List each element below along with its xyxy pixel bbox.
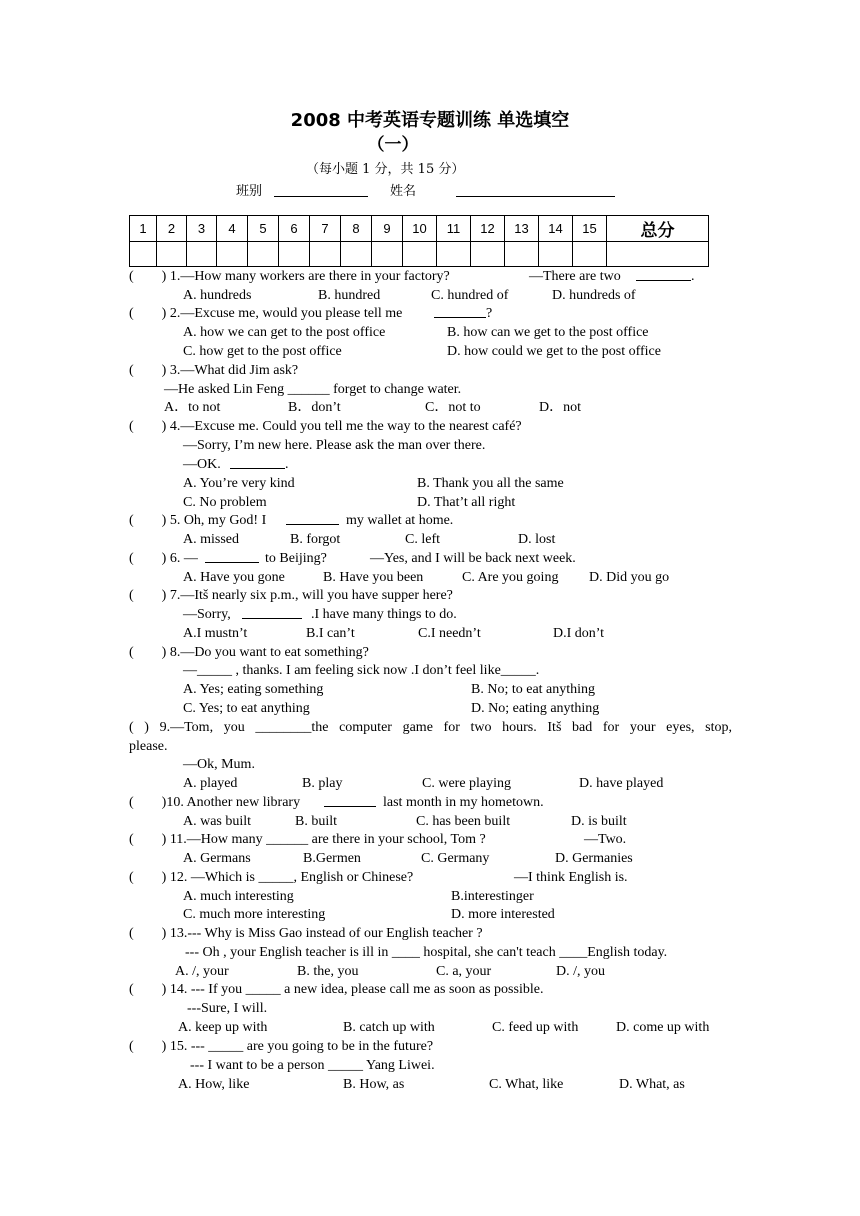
question-text: —Ok, Mum. (183, 757, 255, 772)
question-text: A. Yes; eating something (183, 682, 324, 697)
question-text: last month in my hometown. (383, 795, 544, 810)
question-text: D. What, as (619, 1077, 685, 1092)
question-text: —_____ , thanks. I am feeling sick now .I don’t feel like_____. (183, 663, 540, 678)
question-text: D. lost (518, 532, 556, 547)
question-text: D. No; eating anything (471, 701, 600, 716)
question-text: —There are two (529, 269, 621, 284)
question-text: D. /, you (556, 964, 605, 979)
question-text: B. built (295, 814, 338, 829)
question-text: —Sorry, (183, 607, 231, 622)
question-text: A. played (183, 776, 238, 791)
answer-blank[interactable] (286, 512, 339, 525)
question-text: B. How, as (343, 1077, 405, 1092)
score-cell[interactable] (403, 242, 437, 267)
score-column-12: 12 (471, 216, 505, 242)
question-text: —He asked Lin Feng ______ forget to change water. (164, 382, 462, 397)
score-cell[interactable] (341, 242, 372, 267)
question-text: D. Germanies (555, 851, 633, 866)
question-text: --- I want to be a person _____ Yang Liwei. (190, 1058, 435, 1073)
question-text: A. hundreds (183, 288, 252, 303)
score-cell[interactable] (505, 242, 539, 267)
question-text: C. Yes; to eat anything (183, 701, 310, 716)
score-cell[interactable] (372, 242, 403, 267)
question-text: C. much more interesting (183, 907, 326, 922)
score-column-6: 6 (279, 216, 310, 242)
question-text: ( ) 5. Oh, my God! I (129, 513, 267, 528)
question-text: B．don’t (288, 400, 341, 415)
score-cell[interactable] (471, 242, 505, 267)
question-text: A. missed (183, 532, 239, 547)
score-column-4: 4 (217, 216, 248, 242)
score-column-8: 8 (341, 216, 372, 242)
question-text: A. You’re very kind (183, 476, 295, 491)
score-column-15: 15 (573, 216, 607, 242)
page-title: 2008 中考英语专题训练 单选填空 (290, 110, 570, 131)
score-cell[interactable] (573, 242, 607, 267)
question-text: A. much interesting (183, 889, 294, 904)
question-text: B. Have you been (323, 570, 424, 585)
question-text: C. Germany (421, 851, 490, 866)
score-table (129, 215, 709, 267)
question-text: C. Are you going (462, 570, 559, 585)
question-text: —OK. (183, 457, 221, 472)
score-cell[interactable] (130, 242, 157, 267)
score-column-7: 7 (310, 216, 341, 242)
score-column-13: 13 (505, 216, 539, 242)
question-text: C. has been built (416, 814, 511, 829)
answer-blank[interactable] (324, 794, 376, 807)
question-text: D. hundreds of (552, 288, 636, 303)
score-total-header: 总分 (607, 216, 709, 242)
question-text: C. how get to the post office (183, 344, 342, 359)
question-text: B. forgot (290, 532, 341, 547)
question-text: . (691, 269, 695, 284)
question-text: B. hundred (318, 288, 381, 303)
question-text: my wallet at home. (346, 513, 454, 528)
question-text: ( ) 2.—Excuse me, would you please tell me (129, 306, 403, 321)
question-text: C. hundred of (431, 288, 509, 303)
score-column-10: 10 (403, 216, 437, 242)
answer-blank[interactable] (230, 456, 285, 469)
score-total-cell[interactable] (607, 242, 709, 267)
question-text: D. have played (579, 776, 664, 791)
question-text: ( ) 4.—Excuse me. Could you tell me the way to the nearest café? (129, 419, 522, 434)
score-cell[interactable] (437, 242, 471, 267)
question-text: C. left (405, 532, 440, 547)
question-text: C．not to (425, 400, 481, 415)
question-text: B.Germen (303, 851, 361, 866)
question-9-line: ( ) 9.—Tom, you ________the computer game for two hours. Itš bad for your eyes, stop, (129, 720, 732, 735)
question-text: B. the, you (297, 964, 359, 979)
question-text: B. Thank you all the same (417, 476, 564, 491)
score-column-11: 11 (437, 216, 471, 242)
score-column-9: 9 (372, 216, 403, 242)
question-text: ( ) 11.—How many ______ are there in your school, Tom ? (129, 832, 486, 847)
class-field[interactable] (274, 196, 368, 197)
score-cell[interactable] (539, 242, 573, 267)
question-text: A. was built (183, 814, 252, 829)
question-text: A.I mustn’t (183, 626, 248, 641)
question-text: B. catch up with (343, 1020, 435, 1035)
question-text: A. keep up with (178, 1020, 268, 1035)
name-field[interactable] (456, 196, 615, 197)
name-label: 姓名 (390, 184, 417, 199)
score-cell[interactable] (310, 242, 341, 267)
question-text: —Yes, and I will be back next week. (370, 551, 576, 566)
question-text: C.I needn’t (418, 626, 481, 641)
question-text: A. How, like (178, 1077, 250, 1092)
question-text: A. /, your (175, 964, 229, 979)
score-column-3: 3 (187, 216, 217, 242)
question-text: ( ) 7.—Itš nearly six p.m., will you have supper here? (129, 588, 453, 603)
question-text: ( ) 8.—Do you want to eat something? (129, 645, 369, 660)
question-text: ( ) 15. --- _____ are you going to be in the future? (129, 1039, 434, 1054)
question-text: ( ) 3.—What did Jim ask? (129, 363, 299, 378)
question-text: D. more interested (451, 907, 555, 922)
question-text: D. Did you go (589, 570, 670, 585)
question-text: ? (486, 306, 493, 321)
answer-blank[interactable] (205, 550, 259, 563)
question-text: B.I can’t (306, 626, 355, 641)
score-column-14: 14 (539, 216, 573, 242)
question-text: B. No; to eat anything (471, 682, 596, 697)
question-text: C. a, your (436, 964, 492, 979)
question-text: ( )10. Another new library (129, 795, 301, 810)
question-text: .I have many things to do. (311, 607, 457, 622)
question-text: A．to not (164, 400, 221, 415)
score-column-5: 5 (248, 216, 279, 242)
question-text: D．not (539, 400, 581, 415)
question-text: D. come up with (616, 1020, 710, 1035)
question-text: ---Sure, I will. (187, 1001, 268, 1016)
score-header-row (130, 216, 709, 242)
score-cell[interactable] (279, 242, 310, 267)
question-text: C. feed up with (492, 1020, 579, 1035)
score-cell[interactable] (217, 242, 248, 267)
question-text: B. play (302, 776, 343, 791)
score-note: （每小题 1 分，共 15 分） (306, 162, 465, 177)
question-text: please. (129, 739, 168, 754)
answer-blank[interactable] (434, 305, 486, 318)
question-text: to Beijing? (265, 551, 327, 566)
question-text: C. What, like (489, 1077, 564, 1092)
question-text: B. how can we get to the post office (447, 325, 649, 340)
page-subtitle: （一） (367, 135, 419, 155)
question-text: ( ) 6. — (129, 551, 198, 566)
score-column-2: 2 (157, 216, 187, 242)
question-text: . (285, 457, 289, 472)
question-text: D.I don’t (553, 626, 605, 641)
question-text: ( ) 12. —Which is _____, English or Chinese? (129, 870, 414, 885)
score-answer-row (130, 242, 709, 267)
question-text: A. how we can get to the post office (183, 325, 386, 340)
answer-blank[interactable] (636, 268, 691, 281)
score-cell[interactable] (248, 242, 279, 267)
score-cell[interactable] (157, 242, 187, 267)
answer-blank[interactable] (242, 606, 302, 619)
question-text: ( ) 14. --- If you _____ a new idea, please call me as soon as possible. (129, 982, 544, 997)
question-text: B.interestinger (451, 889, 534, 904)
question-text: A. Germans (183, 851, 251, 866)
question-text: D. is built (571, 814, 627, 829)
question-text: A. Have you gone (183, 570, 285, 585)
question-text: —I think English is. (514, 870, 628, 885)
score-cell[interactable] (187, 242, 217, 267)
score-column-1: 1 (130, 216, 157, 242)
question-text: D. That’t all right (417, 495, 516, 510)
question-text: C. No problem (183, 495, 267, 510)
question-text: —Two. (584, 832, 627, 847)
question-text: D. how could we get to the post office (447, 344, 661, 359)
question-text: --- Oh , your English teacher is ill in ____ hospital, she can't teach ____English today. (185, 945, 668, 960)
class-label: 班别 (236, 184, 263, 199)
question-text: ( ) 13.--- Why is Miss Gao instead of our English teacher ? (129, 926, 483, 941)
question-text: ( ) 1.—How many workers are there in your factory? (129, 269, 450, 284)
question-text: C. were playing (422, 776, 512, 791)
question-text: —Sorry, I’m new here. Please ask the man over there. (183, 438, 486, 453)
